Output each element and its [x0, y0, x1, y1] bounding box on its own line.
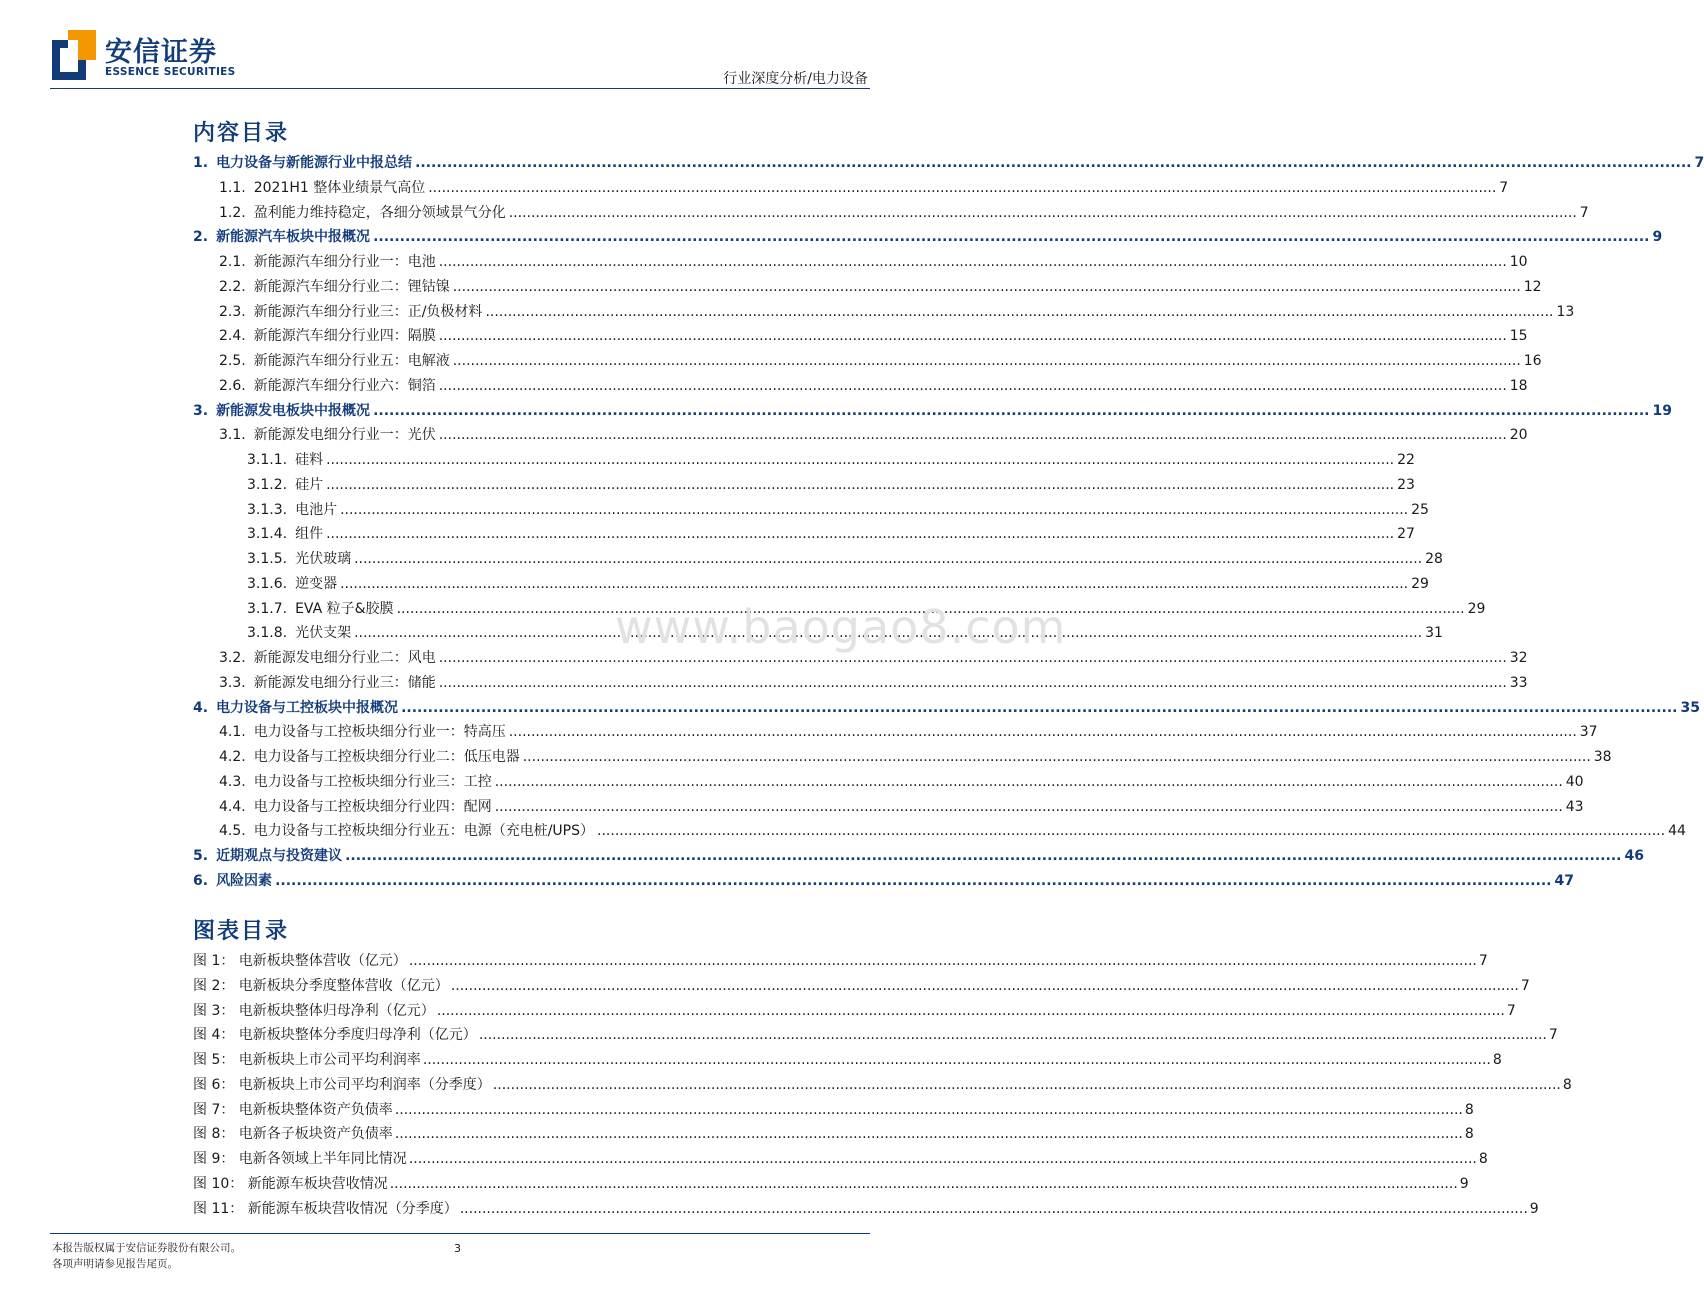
figure-item[interactable]: [193, 1173, 1469, 1193]
toc-item-label: 电池片: [295, 501, 338, 518]
toc-item-number: 4.4.: [219, 798, 246, 815]
toc-item-label: 盈利能力维持稳定，各细分领域景气分化: [253, 204, 506, 221]
toc-item[interactable]: [247, 523, 1415, 543]
toc-item[interactable]: [219, 721, 1598, 741]
toc-item-page: 7: [1579, 204, 1589, 221]
toc-item-page: 16: [1523, 353, 1542, 369]
dot-leader: [395, 1126, 1463, 1142]
figure-item-page: 7: [1520, 977, 1530, 994]
toc-item[interactable]: [193, 152, 1704, 172]
toc-item-label: 新能源汽车细分行业六：铜箔: [253, 377, 436, 394]
toc-item[interactable]: [219, 672, 1528, 692]
toc-item-page: 38: [1593, 749, 1612, 765]
toc-item[interactable]: [219, 424, 1528, 444]
figure-item[interactable]: [193, 1198, 1539, 1218]
toc-item[interactable]: [219, 325, 1528, 345]
toc-item-page: 13: [1556, 303, 1575, 320]
toc-item[interactable]: [219, 350, 1542, 370]
toc-item-number: 4.2.: [219, 749, 246, 765]
figure-item-page: 8: [1464, 1126, 1474, 1143]
toc-item-page: 23: [1397, 476, 1415, 493]
toc-item[interactable]: [193, 697, 1700, 717]
figure-item[interactable]: [193, 975, 1530, 995]
toc-item-number: 6.: [193, 872, 209, 889]
dot-leader: [439, 328, 1507, 344]
toc-item[interactable]: [247, 548, 1443, 568]
toc-item-number: 2.6.: [219, 377, 246, 394]
figure-item-label: 图 4： 电新板块整体分季度归母净利（亿元）: [193, 1027, 477, 1044]
toc-item[interactable]: [193, 226, 1663, 246]
dot-leader: [439, 378, 1507, 394]
figure-item-page: 7: [1506, 1002, 1516, 1019]
toc-item-label: 风险因素: [216, 872, 273, 889]
dot-leader: [326, 477, 1394, 493]
toc-item-label: 电力设备与工控板块细分行业三：工控: [253, 773, 492, 790]
dot-leader: [493, 1077, 1561, 1093]
toc-item-page: 44: [1668, 823, 1686, 840]
toc-item-label: 电力设备与工控板块细分行业五：电源（充电桩/UPS）: [253, 823, 595, 840]
toc-item-label: 电力设备与新能源行业中报总结: [216, 155, 413, 171]
toc-item-page: 7: [1499, 179, 1509, 196]
figure-item-label: 图 2： 电新板块分季度整体营收（亿元）: [193, 977, 449, 994]
toc-item-label: 逆变器: [295, 575, 338, 592]
page-header: [0, 0, 920, 92]
dot-leader: [326, 526, 1394, 542]
toc-item-number: 2.2.: [219, 278, 246, 295]
toc-item-number: 3.1.2.: [247, 476, 288, 493]
figure-item-label: 图 6： 电新板块上市公司平均利润率（分季度）: [193, 1076, 491, 1093]
dot-leader: [439, 254, 1507, 270]
figure-item-page: 9: [1529, 1200, 1539, 1217]
toc-item-number: 3.1.5.: [247, 551, 288, 567]
toc-item-number: 4.1.: [219, 724, 246, 741]
toc-item-page: 33: [1509, 674, 1528, 691]
watermark: www.baogao8.com: [615, 600, 1067, 654]
toc-item[interactable]: [247, 474, 1415, 494]
toc-item-page: 22: [1397, 452, 1415, 468]
figure-item-page: 8: [1492, 1052, 1502, 1068]
toc-item-label: 光伏玻璃: [295, 551, 352, 567]
toc-item-number: 2.5.: [219, 353, 246, 369]
footer-divider: [50, 1233, 870, 1234]
figure-item[interactable]: [193, 950, 1488, 970]
figure-item-page: 7: [1478, 953, 1488, 969]
figure-item-label: 图 7： 电新板块整体资产负债率: [193, 1101, 393, 1118]
figure-item-page: 9: [1459, 1175, 1469, 1192]
dot-leader: [439, 427, 1507, 443]
toc-item-number: 3.2.: [219, 650, 246, 666]
figure-item-page: 8: [1464, 1101, 1474, 1118]
toc-item-label: 新能源发电细分行业三：储能: [253, 674, 436, 691]
figure-item-label: 图 10： 新能源车板块营收情况: [193, 1175, 388, 1192]
toc-item[interactable]: [193, 845, 1644, 865]
toc-item-page: 47: [1554, 872, 1574, 889]
toc-item[interactable]: [219, 746, 1612, 766]
dot-leader: [354, 551, 1422, 567]
toc-item[interactable]: [219, 177, 1509, 197]
toc-item-page: 20: [1509, 427, 1528, 444]
dot-leader: [460, 1201, 1528, 1217]
toc-item-page: 43: [1565, 798, 1584, 815]
company-name-en: ESSENCE SECURITIES: [105, 66, 236, 78]
toc-item-label: 2021H1 整体业绩景气高位: [253, 179, 426, 196]
page-number: 3: [454, 1242, 461, 1255]
toc-item-number: 4.5.: [219, 823, 246, 840]
toc-item-label: 新能源汽车细分行业四：隔膜: [253, 328, 436, 345]
dot-leader: [495, 774, 1563, 790]
toc-item-page: 29: [1467, 600, 1486, 617]
toc-item[interactable]: [247, 499, 1429, 519]
toc-item-number: 2.: [193, 229, 209, 246]
toc-item-number: 3.1.: [219, 427, 246, 444]
dot-leader: [439, 675, 1507, 691]
toc-item[interactable]: [219, 301, 1575, 321]
dot-leader: [373, 403, 1649, 419]
toc-item-page: 12: [1523, 278, 1542, 295]
footer-statement: 各项声明请参见报告尾页。: [52, 1258, 178, 1270]
dot-leader: [326, 452, 1394, 468]
toc-item-number: 3.1.4.: [247, 526, 288, 543]
figure-item-page: 8: [1562, 1076, 1572, 1093]
toc-item-number: 3.3.: [219, 674, 246, 691]
figure-item[interactable]: [193, 1148, 1488, 1168]
footer-disclaimer: [52, 1240, 241, 1272]
toc-item-page: 15: [1509, 328, 1528, 345]
dot-leader: [509, 724, 1577, 740]
figure-item-page: 7: [1548, 1027, 1558, 1044]
toc-item-page: 19: [1652, 402, 1672, 419]
toc-item-page: 29: [1411, 575, 1429, 592]
toc-item-page: 18: [1509, 377, 1528, 394]
toc-item-label: 近期观点与投资建议: [216, 848, 343, 864]
header-divider: [50, 88, 870, 89]
toc-item-page: 25: [1411, 501, 1429, 518]
toc-item-label: 新能源发电板块中报概况: [216, 402, 371, 419]
figure-item-label: 图 11： 新能源车板块营收情况（分季度）: [193, 1200, 458, 1217]
toc-item-number: 3.1.8.: [247, 625, 288, 642]
toc-item-page: 31: [1425, 625, 1443, 642]
toc-item-label: 新能源汽车细分行业一：电池: [253, 254, 436, 270]
figure-item-label: 图 3： 电新板块整体归母净利（亿元）: [193, 1002, 435, 1019]
toc-item[interactable]: [219, 820, 1686, 840]
toc-item[interactable]: [193, 400, 1672, 420]
toc-item-page: 40: [1565, 773, 1584, 790]
dot-leader: [409, 1151, 1477, 1167]
toc-item[interactable]: [247, 573, 1429, 593]
toc-item-number: 4.3.: [219, 773, 246, 790]
toc-item-number: 3.1.1.: [247, 452, 288, 468]
toc-item-number: 4.: [193, 699, 209, 716]
dot-leader: [485, 304, 1553, 320]
toc-item[interactable]: [219, 796, 1584, 816]
toc-item-number: 1.2.: [219, 204, 246, 221]
toc-item-number: 1.1.: [219, 179, 246, 196]
toc-item-label: 硅片: [295, 476, 324, 493]
toc-item[interactable]: [219, 251, 1528, 271]
figure-item-label: 图 8： 电新各子板块资产负债率: [193, 1126, 393, 1143]
dot-leader: [345, 848, 1621, 864]
toc-item-page: 7: [1694, 155, 1704, 171]
dot-leader: [340, 576, 1408, 592]
figure-item[interactable]: [193, 1123, 1474, 1143]
report-category: 行业深度分析/电力设备: [723, 71, 868, 87]
toc-item-number: 1.: [193, 155, 209, 171]
toc-item[interactable]: [219, 202, 1589, 222]
dot-leader: [495, 799, 1563, 815]
toc-item-page: 32: [1509, 650, 1528, 666]
dot-leader: [509, 205, 1577, 221]
toc-item[interactable]: [219, 375, 1528, 395]
toc-item-number: 3.1.7.: [247, 600, 288, 617]
toc-title: 内容目录: [193, 121, 290, 146]
dot-leader: [451, 978, 1519, 994]
toc-item-label: 硅料: [295, 452, 324, 468]
footer-copyright: 本报告版权属于安信证券股份有限公司。: [52, 1242, 241, 1254]
dot-leader: [390, 1176, 1458, 1192]
toc-item[interactable]: [247, 449, 1415, 469]
toc-item-number: 5.: [193, 848, 209, 864]
toc-item-label: 电力设备与工控板块细分行业二：低压电器: [253, 749, 520, 765]
figures-title: 图表目录: [193, 919, 290, 944]
figure-item-page: 8: [1478, 1151, 1488, 1167]
toc-item-page: 37: [1579, 724, 1598, 741]
toc-item-number: 3.1.3.: [247, 501, 288, 518]
dot-leader: [453, 353, 1521, 369]
toc-item[interactable]: [193, 870, 1574, 890]
toc-item-label: 新能源汽车板块中报概况: [216, 229, 371, 246]
figure-item[interactable]: [193, 1049, 1502, 1069]
dot-leader: [423, 1052, 1491, 1068]
dot-leader: [373, 229, 1649, 245]
dot-leader: [409, 953, 1477, 969]
toc-item-label: 组件: [295, 526, 324, 543]
toc-item-page: 9: [1652, 229, 1663, 246]
dot-leader: [453, 279, 1521, 295]
dot-leader: [437, 1003, 1505, 1019]
toc-item-label: 新能源发电细分行业一：光伏: [253, 427, 436, 444]
toc-item-label: 光伏支架: [295, 625, 352, 642]
company-logo-icon: [52, 30, 96, 80]
toc-item[interactable]: [219, 771, 1584, 791]
toc-item-label: 新能源汽车细分行业三：正/负极材料: [253, 303, 483, 320]
toc-item-page: 46: [1624, 848, 1644, 864]
dot-leader: [401, 700, 1677, 716]
figure-item-label: 图 1： 电新板块整体营收（亿元）: [193, 953, 407, 969]
dot-leader: [275, 873, 1551, 889]
dot-leader: [415, 155, 1691, 171]
toc-item-page: 27: [1397, 526, 1415, 543]
dot-leader: [597, 823, 1665, 839]
toc-item-page: 28: [1425, 551, 1443, 567]
dot-leader: [395, 1102, 1463, 1118]
dot-leader: [428, 180, 1496, 196]
figure-item-label: 图 9： 电新各领域上半年同比情况: [193, 1151, 407, 1167]
toc-item-label: 电力设备与工控板块中报概况: [216, 699, 399, 716]
dot-leader: [479, 1027, 1547, 1043]
toc-item-number: 2.4.: [219, 328, 246, 345]
toc-item-page: 10: [1509, 254, 1528, 270]
company-name-cn: 安信证券: [105, 37, 217, 68]
dot-leader: [523, 749, 1591, 765]
figure-item[interactable]: [193, 1024, 1558, 1044]
figure-item[interactable]: [193, 1000, 1516, 1020]
figure-item-label: 图 5： 电新板块上市公司平均利润率: [193, 1052, 421, 1068]
toc-item-page: 35: [1680, 699, 1700, 716]
toc-item[interactable]: [219, 276, 1542, 296]
toc-item-number: 3.1.6.: [247, 575, 288, 592]
toc-item-number: 2.3.: [219, 303, 246, 320]
toc-item-label: EVA 粒子&胶膜: [295, 600, 394, 617]
toc-item-label: 新能源汽车细分行业五：电解液: [253, 353, 450, 369]
toc-item-number: 2.1.: [219, 254, 246, 270]
figure-item[interactable]: [193, 1074, 1572, 1094]
figure-item[interactable]: [193, 1099, 1474, 1119]
toc-item-label: 新能源发电细分行业二：风电: [253, 650, 436, 666]
toc-item-label: 电力设备与工控板块细分行业四：配网: [253, 798, 492, 815]
toc-item-label: 新能源汽车细分行业二：锂钴镍: [253, 278, 450, 295]
toc-item-number: 3.: [193, 402, 209, 419]
toc-item-label: 电力设备与工控板块细分行业一：特高压: [253, 724, 506, 741]
dot-leader: [340, 502, 1408, 518]
